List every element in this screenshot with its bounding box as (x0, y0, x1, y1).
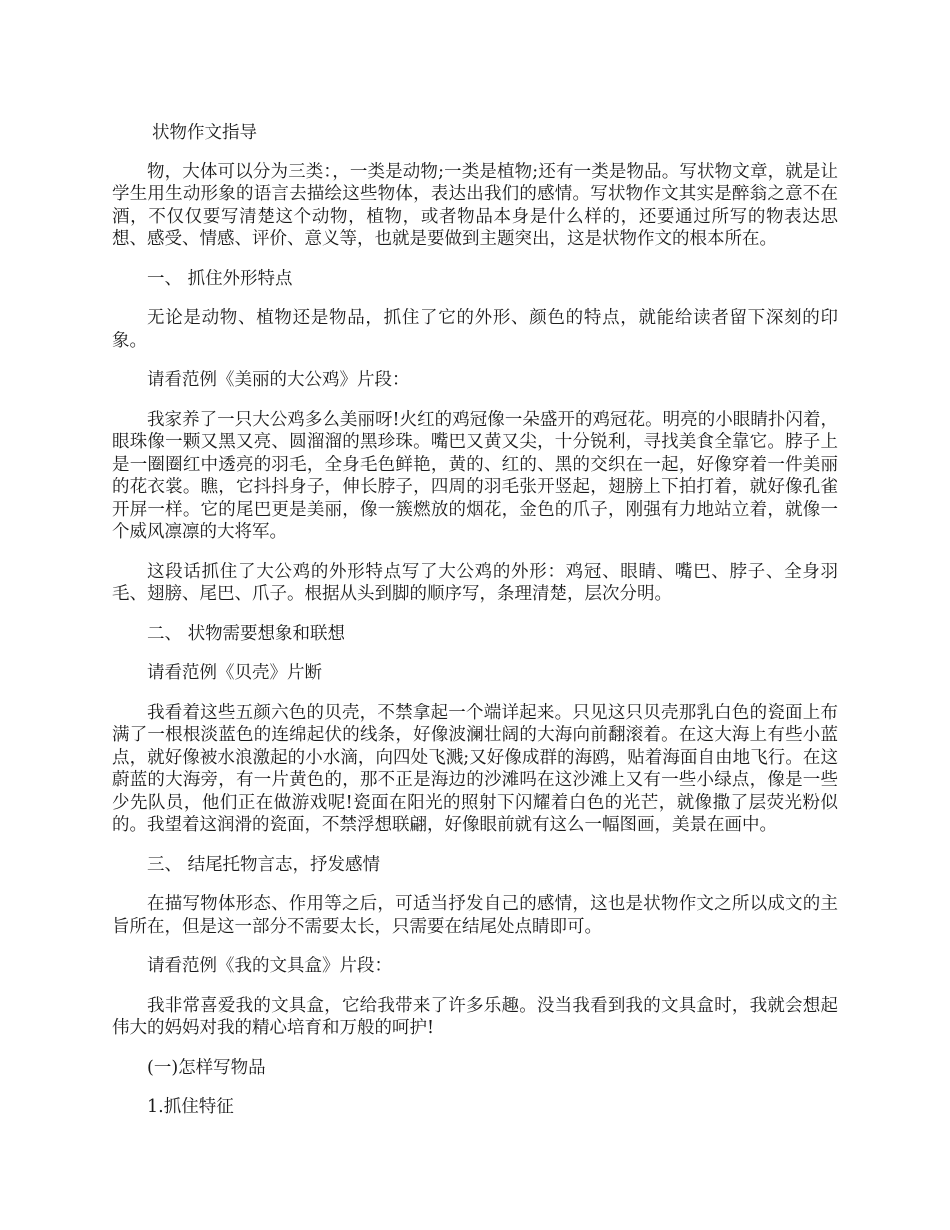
example-rooster-text: 我家养了一只大公鸡多么美丽呀!火红的鸡冠像一朵盛开的鸡冠花。明亮的小眼睛扑闪着，眼珠像一颗又黑又亮、圆溜溜的黑珍珠。嘴巴又黄又尖，十分锐利，寻找美食全靠它。脖子上是一圈圈红中透亮的羽毛，全身毛色鲜艳，黄的、红的、黑的交织在一起，好像穿着一件美丽的花衣裳。瞧，它抖抖身子，伸长脖子，四周的羽毛张开竖起，翅膀上下拍打着，就好像孔雀开屏一样。它的尾巴更是美丽，像一簇燃放的烟花，金色的爪子，刚强有力地站立着，就像一个威风凛凛的大将军。 (112, 409, 838, 542)
subsection-heading-features: 1.抓住特征 (147, 1097, 234, 1117)
paragraph-appearance: 无论是动物、植物还是物品，抓住了它的外形、颜色的特点，就能给读者留下深刻的印象。 (112, 308, 838, 351)
example-shell-text: 我看着这些五颜六色的贝壳，不禁拿起一个端详起来。只见这只贝壳那乳白色的瓷面上布满了一根根淡蓝色的连绵起伏的线条，好像波澜壮阔的大海向前翻滚着。在这大海上有些小蓝点，就好像被水浪激起的小水滴，向四处飞溅;又好像成群的海鸥，贴着海面自由地飞行。在这蔚蓝的大海旁，有一片黄色的，那不正是海边的沙滩吗在这沙滩上又有一些小绿点，像是一些少先队员，他们正在做游戏呢!瓷面在阳光的照射下闪耀着白色的光芒，就像撒了层荧光粉似的。我望着这润滑的瓷面，不禁浮想联翩，好像眼前就有这么一幅图画，美景在画中。 (112, 702, 838, 835)
subsection-heading-objects: (一)怎样写物品 (147, 1057, 266, 1078)
example-pencil-box-text: 我非常喜爱我的文具盒，它给我带来了许多乐趣。没当我看到我的文具盒时，我就会想起伟大的妈妈对我的精心培育和万般的呵护! (112, 995, 838, 1038)
section-heading-3: 三、 结尾托物言志，抒发感情 (147, 854, 381, 875)
example-label-rooster: 请看范例《美丽的大公鸡》片段： (147, 370, 410, 390)
section-heading-1: 一、 抓住外形特点 (147, 268, 293, 289)
document-title: 状物作文指导 (152, 123, 257, 143)
example-label-shell: 请看范例《贝壳》片断 (147, 663, 322, 683)
paragraph-intro: 物，大体可以分为三类：，一类是动物;一类是植物;还有一类是物品。写状物文章，就是让学生用生动形象的语言去描绘这些物体，表达出我们的感情。写状物作文其实是醉翁之意不在酒，不仅仅要写清楚这个动物，植物，或者物品本身是什么样的，还要通过所写的物表达思想、感受、情感、评价、意义等，也就是要做到主题突出，这是状物作文的根本所在。 (112, 161, 838, 249)
example-label-pencil-box: 请看范例《我的文具盒》片段： (147, 956, 392, 976)
paragraph-ending: 在描写物体形态、作用等之后，可适当抒发自己的感情，这也是状物作文之所以成文的主旨所在，但是这一部分不需要太长，只需要在结尾处点睛即可。 (112, 894, 838, 937)
section-heading-2: 二、 状物需要想象和联想 (147, 623, 346, 644)
paragraph-rooster-analysis: 这段话抓住了大公鸡的外形特点写了大公鸡的外形：鸡冠、眼睛、嘴巴、脖子、全身羽毛、翅膀、尾巴、爪子。根据从头到脚的顺序写，条理清楚，层次分明。 (112, 561, 838, 604)
